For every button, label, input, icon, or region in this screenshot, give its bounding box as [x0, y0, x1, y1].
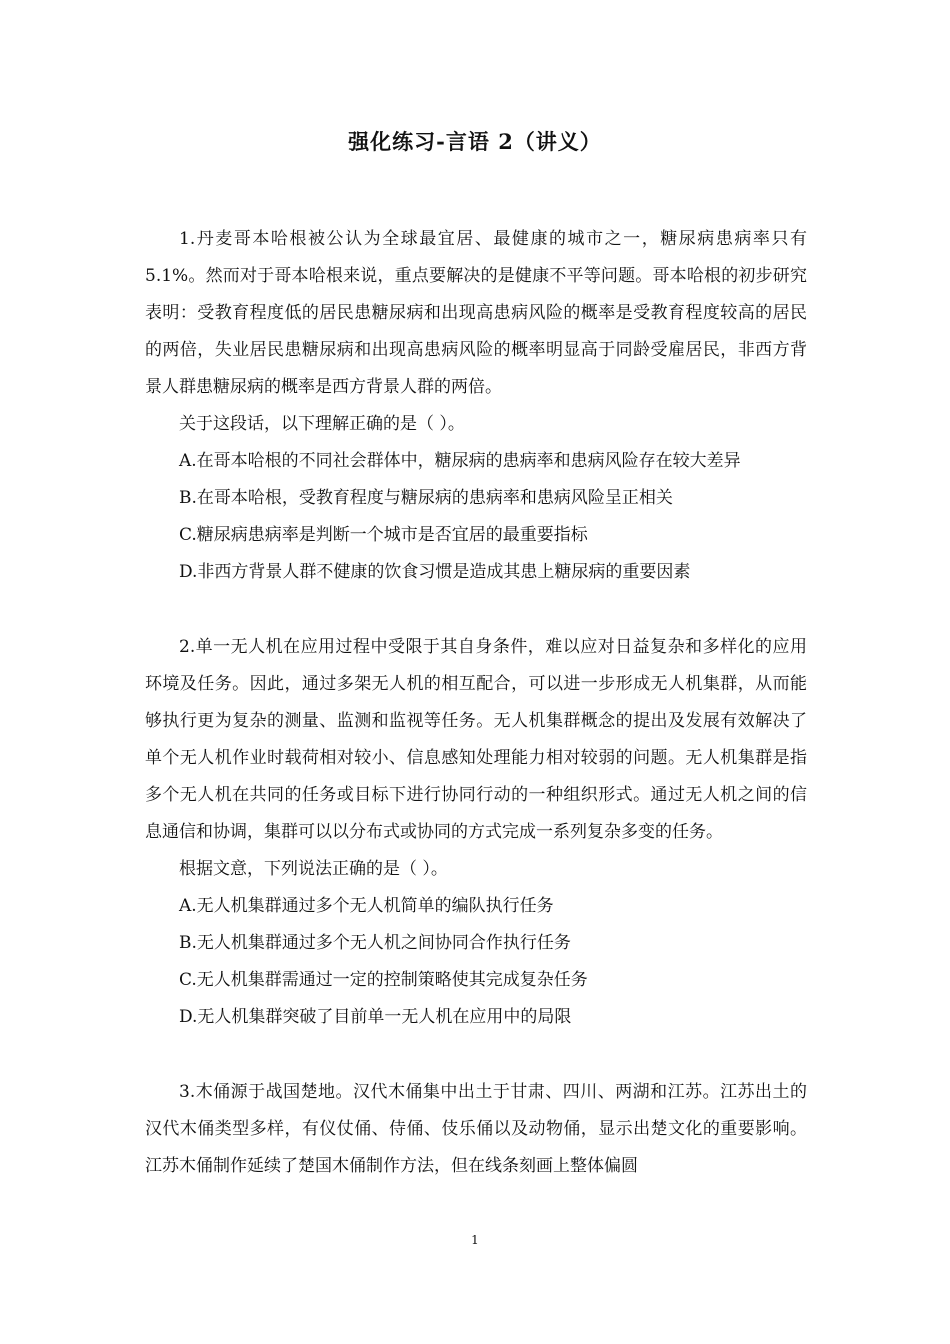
question-1: [145, 221, 807, 591]
question-3-passage: 3.木俑源于战国楚地。汉代木俑集中出土于甘肃、四川、两湖和江苏。江苏出土的汉代木俑类型多样，有仪仗俑、侍俑、伎乐俑以及动物俑，显示出楚文化的重要影响。江苏木俑制作延续了楚国木俑制作方法，但在线条刻画上整体偏圆: [145, 1082, 807, 1176]
question-1-option-a: A.在哥本哈根的不同社会群体中，糖尿病的患病率和患病风险存在较大差异: [179, 451, 741, 471]
question-1-option-d: D.非西方背景人群不健康的饮食习惯是造成其患上糖尿病的重要因素: [179, 562, 691, 582]
page-title: 强化练习-言语 2（讲义）: [348, 129, 602, 154]
question-2-option-d: D.无人机集群突破了目前单一无人机在应用中的局限: [179, 1007, 572, 1027]
question-2-option-c: C.无人机集群需通过一定的控制策略使其完成复杂任务: [179, 970, 588, 990]
document-body: [145, 221, 807, 1185]
question-1-stem: 关于这段话，以下理解正确的是（ ）。: [179, 414, 465, 434]
question-2-passage: 2.单一无人机在应用过程中受限于其自身条件，难以应对日益复杂和多样化的应用环境及任务。因此，通过多架无人机的相互配合，可以进一步形成无人机集群，从而能够执行更为复杂的测量、监测和监视等任务。无人机集群概念的提出及发展有效解决了单个无人机作业时载荷相对较小、信息感知处理能力相对较弱的问题。无人机集群是指多个无人机在共同的任务或目标下进行协同行动的一种组织形式。通过无人机之间的信息通信和协调，集群可以以分布式或协同的方式完成一系列复杂多变的任务。: [145, 637, 807, 842]
spacer: [145, 591, 807, 629]
question-2: [145, 629, 807, 1036]
question-2-stem: 根据文意，下列说法正确的是（ ）。: [179, 859, 448, 879]
question-1-option-c: C.糖尿病患病率是判断一个城市是否宜居的最重要指标: [179, 525, 588, 545]
question-2-option-a: A.无人机集群通过多个无人机简单的编队执行任务: [179, 896, 554, 916]
spacer: [145, 1036, 807, 1074]
page-number: 1: [471, 1233, 479, 1247]
question-1-passage: 1.丹麦哥本哈根被公认为全球最宜居、最健康的城市之一，糖尿病患病率只有 5.1%。然而对于哥本哈根来说，重点要解决的是健康不平等问题。哥本哈根的初步研究表明：受教育程度低的居民患糖尿病和出现高患病风险的概率是受教育程度较高的居民的两倍，失业居民患糖尿病和出现高患病风险的概率明显高于同龄受雇居民，非西方背景人群患糖尿病的概率是西方背景人群的两倍。: [145, 229, 807, 397]
question-2-option-b: B.无人机集群通过多个无人机之间协同合作执行任务: [179, 933, 571, 953]
question-3: [145, 1074, 807, 1185]
question-1-option-b: B.在哥本哈根，受教育程度与糖尿病的患病率和患病风险呈正相关: [179, 488, 673, 508]
